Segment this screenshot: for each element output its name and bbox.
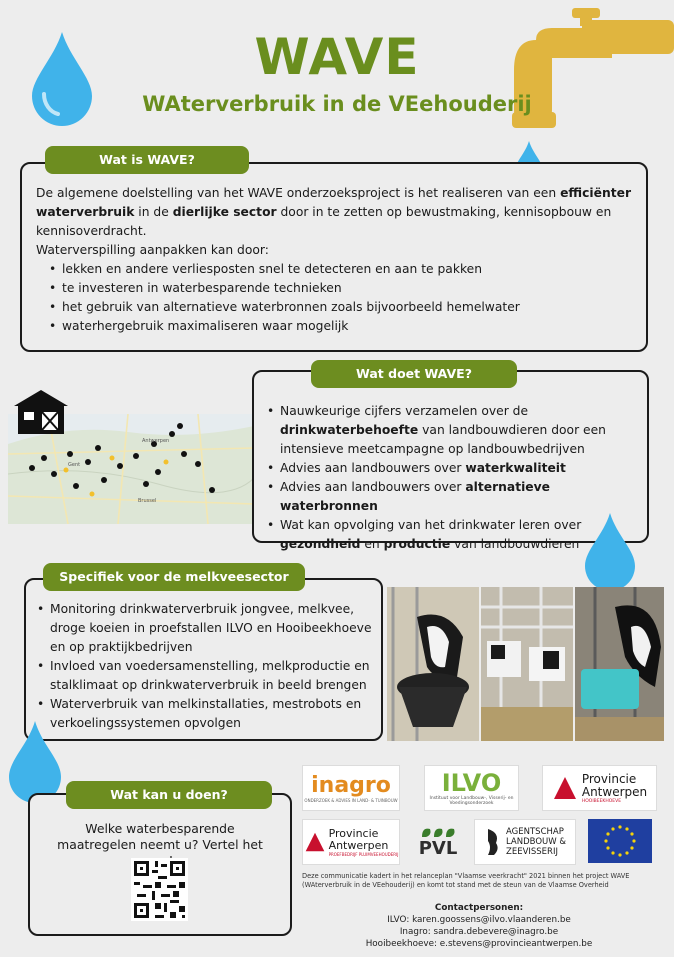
logo-triangle-icon [304,831,326,853]
flemish-lion-icon [484,827,502,857]
map-label: Brussel [138,498,157,504]
list-item: • Advies aan landbouwers over alternatieve waterbronnen [262,478,646,516]
funding-text: Deze communicatie kadert in het relanceplan "Vlaamse veerkracht" 2021 binnen het project WAVE (WAterverbruik in de VEehouderij) en komt tot stand met de steun van de Vlaamse Overheid [302,872,630,889]
photo-calves-pen [481,587,573,741]
logo-provincie-antwerpen-hooibeekhoeve: Provincie Antwerpen HOOIBEEKHOEVE [542,765,657,811]
map-label: Gent [68,462,81,468]
logo-agentschap: AGENTSCHAP LANDBOUW & ZEEVISSERIJ [474,819,576,865]
logo-provincie-antwerpen-pvl: Provincie Antwerpen PROEFBEDRIJF PLUIMVEEHOUDERIJ [302,819,400,865]
list-item: • Waterverbruik van melkinstallaties, mestrobots en verkoelingssystemen opvolgen [32,695,378,733]
logo-ilvo: ILVO Instituut voor Landbouw-, Visserij- en Voedingsonderzoek [424,765,519,811]
contact-hooibeekhoeve[interactable]: Hooibeekhoeve: e.stevens@provincieantwerpen.be [365,939,593,949]
what-is-paragraph: De algemene doelstelling van het WAVE onderzoeksproject is het realiseren van een efficiënter waterverbruik in de dierlijke sector door in te zetten op bewustmaking, kennisopbouw en kennisoverdracht. [36,186,632,238]
action-tag: Wat kan u doen? [66,781,272,809]
contact-title: Contactpersonen: [434,903,524,913]
photo-cow-water-trough [575,587,664,741]
what-is-intro: Waterverspilling aanpakken kan door: [36,243,269,257]
list-item: • Nauwkeurige cijfers verzamelen over de drinkwaterbehoefte van landbouwdieren door een intensieve meetcampagne op landbouwbedrijven [262,402,646,459]
page-title: WAVE [254,28,420,86]
list-item: • lekken en andere verliesposten snel te detecteren en aan te pakken [44,260,636,279]
dairy-tag: Specifiek voor de melkveesector [43,563,305,591]
list-item: • het gebruik van alternatieve waterbronnen zoals bijvoorbeeld hemelwater [44,298,636,317]
water-drop-icon [584,512,636,592]
eu-flag-icon [588,819,652,863]
logo-pvl: PVL [409,819,467,865]
contact-inagro[interactable]: Inagro: sandra.debevere@inagro.be [399,927,559,937]
contact-ilvo[interactable]: ILVO: karen.goossens@ilvo.vlaanderen.be [387,915,571,925]
pvl-chicken-icon [418,825,458,839]
logo-triangle-icon [552,775,578,801]
what-is-tag: Wat is WAVE? [45,146,249,174]
list-item: • waterhergebruik maximaliseren waar mogelijk [44,317,636,336]
list-item: • Monitoring drinkwaterverbruik jongvee, melkvee, droge koeien in proefstallen ILVO en Hooibeekhoeve en op praktijkbedrijven [32,600,378,657]
action-text: Welke waterbesparende maatregelen neemt u? Vertel het [57,821,263,852]
map-label: Antwerpen [142,438,170,444]
water-drop-icon [8,720,62,804]
list-item: • Advies aan landbouwers over waterkwaliteit [262,459,646,478]
logo-inagro: inagro ONDERZOEK & ADVIES IN LAND- & TUINBOUW [302,765,400,811]
list-item: • te investeren in waterbesparende technieken [44,279,636,298]
page-subtitle: WAterverbruik in de VEehouderij [142,92,532,116]
barn-icon [12,388,70,434]
what-is-text [36,184,636,336]
dairy-list [32,600,378,733]
list-item: • Invloed van voedersamenstelling, melkproductie en stalklimaat op drinkwaterverbruik in beeld brengen [32,657,378,695]
contact-block [302,902,656,950]
list-item: • Wat kan opvolging van het drinkwater leren over gezondheid en productie van landbouwdieren [262,516,646,554]
what-does-tag: Wat doet WAVE? [311,360,517,388]
qr-code-icon[interactable] [131,858,188,921]
photo-calf-drinking-bowl [387,587,479,741]
